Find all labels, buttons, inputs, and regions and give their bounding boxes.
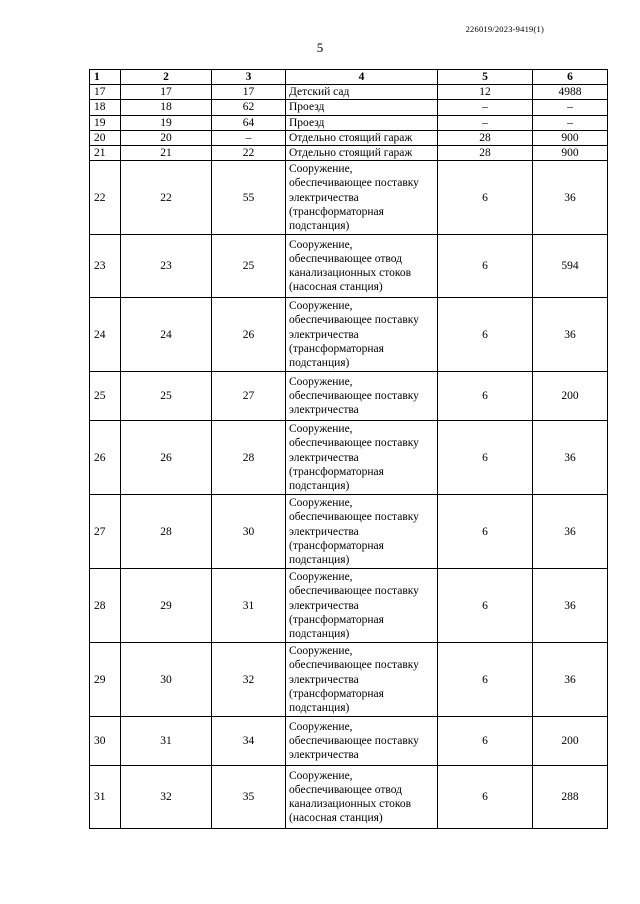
table-row — [90, 161, 608, 235]
table-cell: 36 — [533, 161, 608, 235]
table-cell: 29 — [90, 643, 121, 717]
table-cell: 18 — [121, 100, 212, 115]
table-cell: 900 — [533, 130, 608, 145]
header-cell: 3 — [212, 70, 286, 85]
table-cell: 6 — [438, 495, 533, 569]
table-cell: 36 — [533, 569, 608, 643]
table-cell: 900 — [533, 146, 608, 161]
table-row — [90, 495, 608, 569]
table-cell: Проезд — [286, 100, 438, 115]
table-cell: – — [533, 115, 608, 130]
table-cell: 594 — [533, 235, 608, 298]
table-row — [90, 766, 608, 829]
table-cell: Сооружение, обеспечивающее отвод канализационных стоков (насосная станция) — [286, 766, 438, 829]
table-cell: Отдельно стоящий гараж — [286, 130, 438, 145]
table-cell: 23 — [121, 235, 212, 298]
table-cell: 30 — [121, 643, 212, 717]
table-row — [90, 569, 608, 643]
table-cell: 28 — [121, 495, 212, 569]
table-cell: 32 — [121, 766, 212, 829]
table-cell: 30 — [212, 495, 286, 569]
table-cell: 22 — [121, 161, 212, 235]
table-cell: 26 — [121, 421, 212, 495]
table-cell: 35 — [212, 766, 286, 829]
table-cell: Сооружение, обеспечивающее поставку электричества (трансформаторная подстанция) — [286, 421, 438, 495]
table-cell: 6 — [438, 569, 533, 643]
table-header-row — [90, 70, 608, 85]
table-cell: 22 — [90, 161, 121, 235]
table-cell: 25 — [212, 235, 286, 298]
table-row — [90, 235, 608, 298]
table-cell: Сооружение, обеспечивающее поставку электричества — [286, 372, 438, 421]
table-cell: 25 — [90, 372, 121, 421]
table-cell: 25 — [121, 372, 212, 421]
header-cell: 1 — [90, 70, 121, 85]
table-cell: – — [438, 100, 533, 115]
table-row — [90, 100, 608, 115]
table-cell: 31 — [121, 717, 212, 766]
table-row — [90, 146, 608, 161]
table-cell: 30 — [90, 717, 121, 766]
table-row — [90, 85, 608, 100]
table-cell: Сооружение, обеспечивающее поставку электричества — [286, 717, 438, 766]
table-cell: 29 — [121, 569, 212, 643]
header-cell: 5 — [438, 70, 533, 85]
table-cell: 31 — [90, 766, 121, 829]
table-cell: 28 — [438, 146, 533, 161]
table-cell: 20 — [121, 130, 212, 145]
table-cell: 21 — [121, 146, 212, 161]
table-cell: 12 — [438, 85, 533, 100]
table-cell: 24 — [90, 298, 121, 372]
table-cell: 200 — [533, 717, 608, 766]
table-cell: 28 — [212, 421, 286, 495]
table-cell: 6 — [438, 421, 533, 495]
table-cell: 6 — [438, 161, 533, 235]
table-cell: Сооружение, обеспечивающее поставку электричества (трансформаторная подстанция) — [286, 298, 438, 372]
table-cell: 6 — [438, 235, 533, 298]
table-cell: Сооружение, обеспечивающее поставку электричества (трансформаторная подстанция) — [286, 495, 438, 569]
table-cell: 32 — [212, 643, 286, 717]
table-cell: 21 — [90, 146, 121, 161]
table-row — [90, 717, 608, 766]
table-cell: – — [438, 115, 533, 130]
table-cell: 36 — [533, 298, 608, 372]
table-cell: Проезд — [286, 115, 438, 130]
table-cell: 6 — [438, 372, 533, 421]
table-cell: 4988 — [533, 85, 608, 100]
header-cell: 6 — [533, 70, 608, 85]
table-cell: 36 — [533, 643, 608, 717]
table-cell: 26 — [90, 421, 121, 495]
table-cell: 34 — [212, 717, 286, 766]
table-cell: – — [212, 130, 286, 145]
table-cell: 36 — [533, 495, 608, 569]
table-row — [90, 130, 608, 145]
header-cell: 2 — [121, 70, 212, 85]
table-cell: 19 — [121, 115, 212, 130]
table-cell: 6 — [438, 766, 533, 829]
table-cell: Сооружение, обеспечивающее поставку электричества (трансформаторная подстанция) — [286, 161, 438, 235]
document-id: 226019/2023-9419(1) — [465, 24, 544, 34]
table-row — [90, 421, 608, 495]
table-cell: 31 — [212, 569, 286, 643]
table-cell: 55 — [212, 161, 286, 235]
table-cell: 200 — [533, 372, 608, 421]
table-row — [90, 372, 608, 421]
table-row — [90, 115, 608, 130]
page-number: 5 — [316, 40, 324, 55]
table-cell: 6 — [438, 643, 533, 717]
table-cell: 27 — [212, 372, 286, 421]
table-cell: 28 — [90, 569, 121, 643]
table-cell: 17 — [90, 85, 121, 100]
table-cell: Сооружение, обеспечивающее отвод канализационных стоков (насосная станция) — [286, 235, 438, 298]
table-cell: 19 — [90, 115, 121, 130]
table-cell: Сооружение, обеспечивающее поставку электричества (трансформаторная подстанция) — [286, 643, 438, 717]
table-cell: Детский сад — [286, 85, 438, 100]
table-cell: 27 — [90, 495, 121, 569]
table-cell: 62 — [212, 100, 286, 115]
table-cell: 24 — [121, 298, 212, 372]
table-cell: 23 — [90, 235, 121, 298]
table-cell: 17 — [121, 85, 212, 100]
table-row — [90, 298, 608, 372]
table-cell: – — [533, 100, 608, 115]
table-row — [90, 643, 608, 717]
table-cell: 17 — [212, 85, 286, 100]
table-cell: Сооружение, обеспечивающее поставку электричества (трансформаторная подстанция) — [286, 569, 438, 643]
table-cell: 28 — [438, 130, 533, 145]
table-cell: 18 — [90, 100, 121, 115]
table-cell: 36 — [533, 421, 608, 495]
table-cell: 20 — [90, 130, 121, 145]
data-table — [89, 69, 608, 829]
table-cell: 22 — [212, 146, 286, 161]
table-cell: 26 — [212, 298, 286, 372]
table-cell: 288 — [533, 766, 608, 829]
header-cell: 4 — [286, 70, 438, 85]
table-cell: 6 — [438, 298, 533, 372]
table-cell: Отдельно стоящий гараж — [286, 146, 438, 161]
table-cell: 6 — [438, 717, 533, 766]
table-cell: 64 — [212, 115, 286, 130]
